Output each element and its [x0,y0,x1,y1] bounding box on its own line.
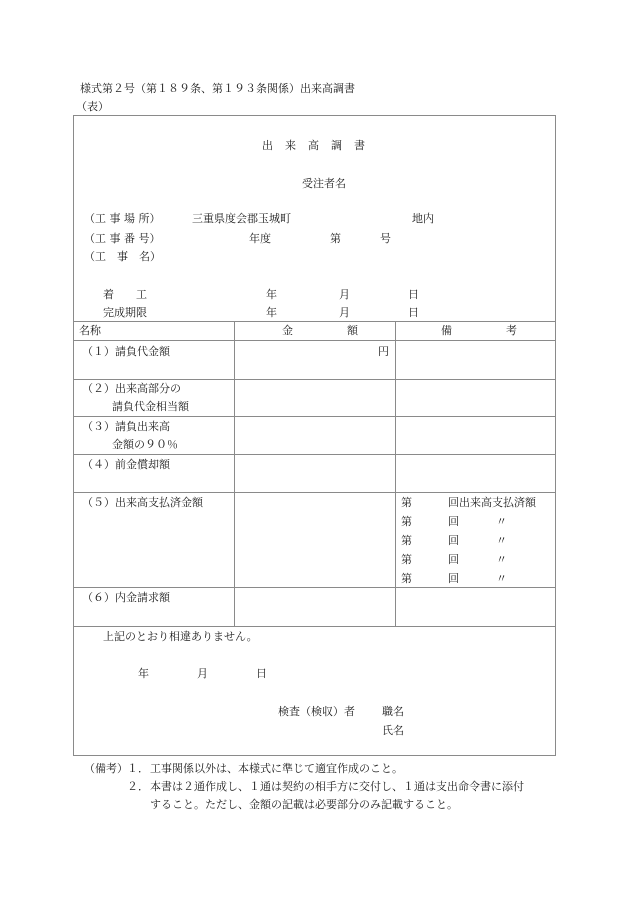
row-1-amount-unit: 円 [378,345,389,358]
table-top-line [73,321,556,322]
column-header-remarks: 備 考 [441,324,519,337]
contractor-label: 受注者名 [302,177,346,190]
column-divider [234,321,235,626]
note-2-text-continued: すること。ただし、金額の記載は必要部分のみ記載すること。 [150,798,458,811]
cert-year: 年 [138,667,149,680]
location-suffix: 地内 [412,212,434,225]
ditto-mark: 〃 [496,515,507,528]
row-2-label-line2: 請負代金相当額 [112,400,189,413]
work-name-label: （工 事 名） [84,250,161,263]
payment-remark-kai: 回 [448,572,459,585]
row-5-amount-cell[interactable] [238,493,394,586]
start-day: 日 [408,288,419,301]
end-year: 年 [266,306,277,319]
side-label: （表） [76,100,109,113]
column-divider [395,321,396,626]
notes-label: （備考） [84,762,128,775]
start-label: 着 工 [103,288,147,301]
certification-statement: 上記のとおり相違ありません。 [103,630,258,643]
row-6-amount-cell[interactable] [238,588,394,625]
column-header-amount: 金 額 [282,324,360,337]
location-label: （工 事 場 所） [84,212,161,225]
table-bottom-line [73,626,556,627]
note-1-number: １． [127,762,149,775]
cert-month: 月 [197,667,208,680]
document-title: 出来高調書 [262,139,377,152]
payment-remark-dai: 第 [401,515,412,528]
position-label: 職名 [382,705,404,718]
row-3-label-line1: （３）請負出来高 [82,420,170,433]
column-header-name: 名称 [79,324,101,337]
row-4-amount-cell[interactable] [238,455,394,491]
number-year: 年度 [249,232,271,245]
note-2-text: 本書は２通作成し、１通は契約の相手方に交付し、１通は支出命令書に添付 [150,780,524,793]
row-2-amount-cell[interactable] [238,380,394,415]
start-year: 年 [266,288,277,301]
end-month: 月 [339,306,350,319]
note-2-number: ２． [127,780,149,793]
row-3-label-line2: 金額の９０％ [112,438,178,451]
row-2-label-line1: （２）出来高部分の [82,382,181,395]
end-label: 完成期限 [103,306,147,319]
number-label: （工 事 番 号） [84,232,161,245]
row-6-label: （６）内金請求額 [82,591,170,604]
row-4-label: （４）前金償却額 [82,458,170,471]
inspector-label: 検査（検収）者 [278,705,355,718]
start-month: 月 [339,288,350,301]
payment-remark-kai: 回 [448,515,459,528]
ditto-mark: 〃 [496,534,507,547]
ditto-mark: 〃 [496,572,507,585]
row-1-amount-cell[interactable] [238,341,394,378]
ditto-mark: 〃 [496,553,507,566]
payment-remark-text: 回出来高支払済額 [448,496,536,509]
location-value[interactable]: 三重県度会郡玉城町 [192,212,291,225]
note-1-text: 工事関係以外は、本様式に準じて適宜作成のこと。 [150,762,403,775]
cert-day: 日 [256,667,267,680]
payment-remark-kai: 回 [448,553,459,566]
number-dai: 第 [330,232,341,245]
form-id-label: 様式第２号（第１８９条、第１９３条関係）出来高調書 [80,82,355,95]
end-day: 日 [408,306,419,319]
name-label: 氏名 [382,724,404,737]
number-go: 号 [380,232,391,245]
payment-remark-kai: 回 [448,534,459,547]
row-3-amount-cell[interactable] [238,417,394,453]
payment-remark-dai: 第 [401,553,412,566]
payment-remark-dai: 第 [401,534,412,547]
payment-remark-dai: 第 [401,572,412,585]
row-1-label: （１）請負代金額 [82,345,170,358]
payment-remark-dai: 第 [401,496,412,509]
row-5-label: （５）出来高支払済金額 [82,496,203,509]
